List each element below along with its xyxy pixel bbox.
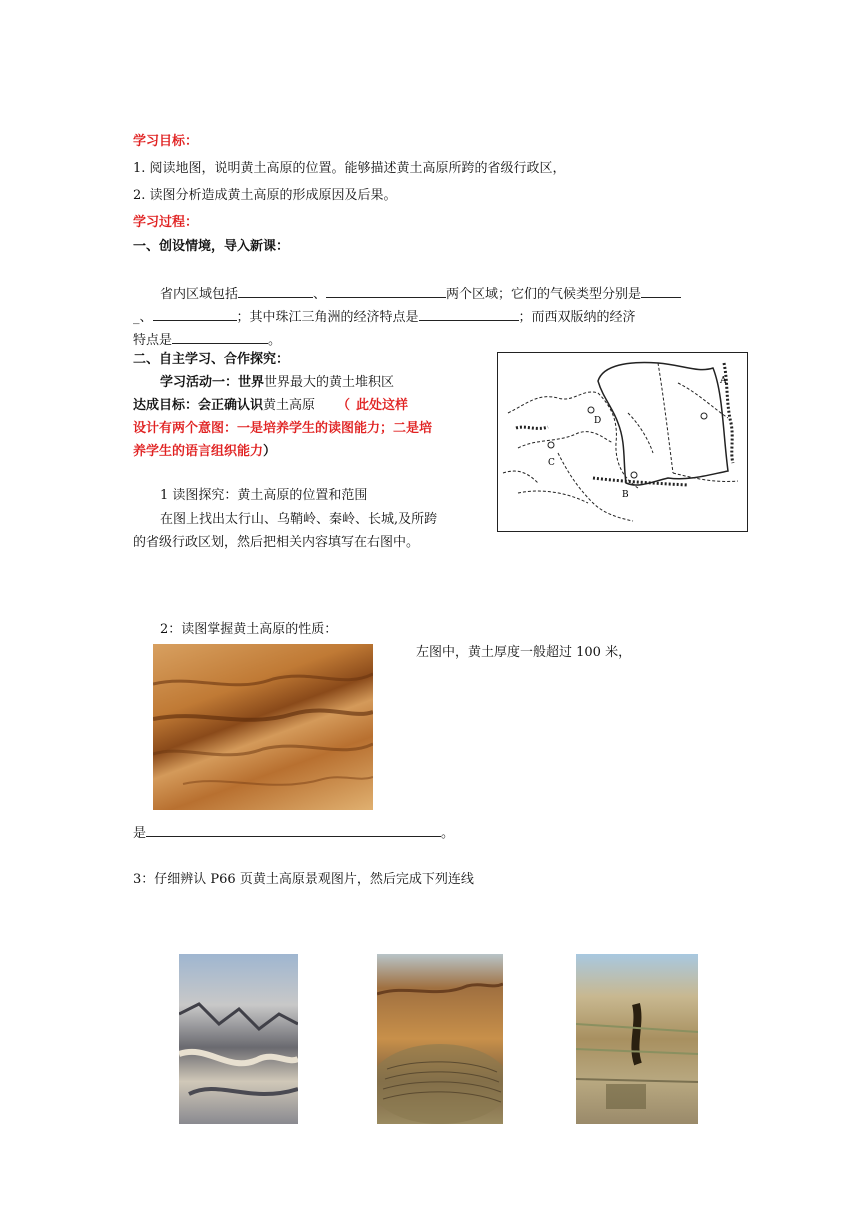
part2-side-text: 左图中，黄土厚度一般超过 100 米， (416, 645, 632, 660)
section1-heading: 一、创设情境，导入新课： (133, 239, 290, 254)
landscape-photo-1 (179, 954, 298, 1124)
text-segment: 是 (133, 826, 147, 841)
map-drawing (498, 353, 746, 530)
answer-blank[interactable] (326, 284, 446, 298)
loess-plateau-map (497, 352, 748, 532)
text-segment: 、 (313, 287, 327, 302)
map-label-b: B (622, 490, 629, 500)
process-heading: 学习过程： (133, 215, 199, 230)
section1-line1 (160, 284, 681, 304)
goal-text: 黄土高原 (263, 398, 316, 413)
text-segment: 两个区域；它们的气候类型分别是 (446, 287, 642, 302)
map-label-d: D (594, 416, 602, 426)
photo-texture (377, 954, 503, 1124)
photo-texture (153, 644, 373, 810)
answer-blank[interactable] (238, 284, 313, 298)
text-segment: ；而西双版纳的经济 (518, 310, 636, 325)
activity-text: 世界最大的黄土堆积区 (264, 375, 395, 390)
map-label-a: A (720, 376, 727, 386)
note-line-3-wrap (133, 443, 276, 461)
explore-text-2: 的省级行政区划，然后把相关内容填写在右图中。 (133, 535, 420, 550)
text-segment: 。 (268, 333, 282, 348)
goal-label: 达成目标：会正确认识 (133, 398, 264, 413)
objectives-heading: 学习目标： (133, 134, 199, 149)
map-label-c: C (548, 458, 555, 468)
landscape-photo-2 (377, 954, 503, 1124)
note-line-1: 此处这样 (356, 398, 409, 413)
explore-text-1: 在图上找出太行山、乌鞘岭、秦岭、长城,及所跨 (160, 512, 438, 527)
objective-item-2: 2. 读图分析造成黄土高原的形成原因及后果。 (133, 188, 397, 203)
text-segment: 省内区域包括 (160, 287, 239, 302)
text-segment: 。 (441, 826, 455, 841)
part2-answer-line (133, 823, 454, 843)
answer-blank[interactable] (172, 330, 268, 344)
answer-blank[interactable] (641, 284, 681, 298)
section1-line2 (133, 307, 636, 327)
answer-blank[interactable] (419, 307, 519, 321)
part2-title: 2：读图掌握黄土高原的性质： (160, 622, 338, 637)
activity-label: 学习活动一：世界 (160, 375, 265, 390)
explore-title: 1 读图探究：黄土高原的位置和范围 (160, 488, 368, 503)
answer-blank[interactable] (146, 823, 441, 837)
text-segment: ；其中珠江三角洲的经济特点是 (236, 310, 419, 325)
loess-landscape-photo (153, 644, 373, 810)
photo-texture (576, 954, 698, 1124)
section2-heading: 二、自主学习、合作探究： (133, 352, 290, 367)
note-line-2: 设计有两个意图：一是培养学生的读图能力；二是培 (133, 421, 433, 436)
photo-texture (179, 954, 298, 1124)
note-open: （ (337, 398, 351, 413)
goal-line (133, 397, 408, 415)
answer-blank[interactable] (153, 307, 237, 321)
text-segment: 特点是 (133, 333, 173, 348)
activity-line (160, 374, 394, 392)
note-line-3: 养学生的语言组织能力 (133, 444, 264, 459)
landscape-photo-3 (576, 954, 698, 1124)
text-segment: _、 (133, 310, 153, 325)
note-close: ） (263, 444, 277, 459)
objective-item-1: 1. 阅读地图，说明黄土高原的位置。能够描述黄土高原所跨的省级行政区， (133, 161, 566, 176)
part3-title: 3：仔细辨认 P66 页黄土高原景观图片，然后完成下列连线 (133, 872, 474, 887)
section1-line3 (133, 330, 281, 350)
